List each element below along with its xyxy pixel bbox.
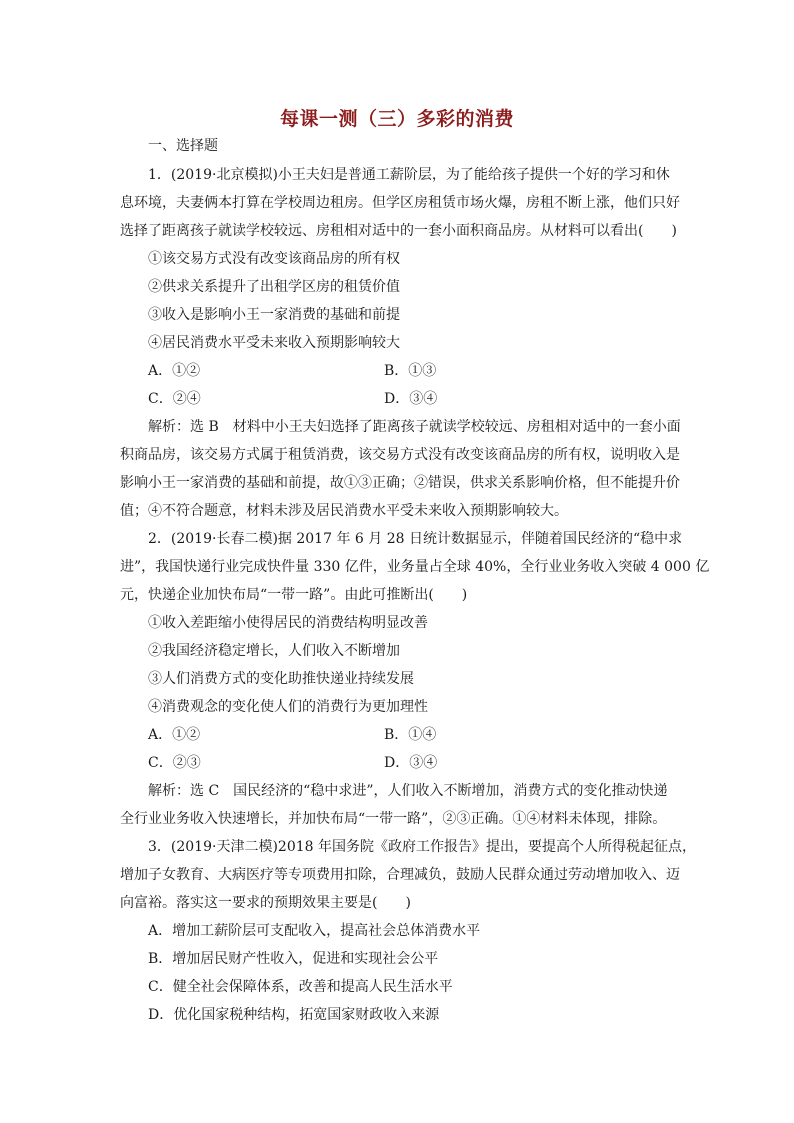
q2-option-a: A．①② [148,727,201,743]
q1-stem-line-1: 1．(2019·北京模拟)小王夫妇是普通工薪阶层，为了能给孩子提供一个好的学习和休 [148,167,670,183]
q2-analysis-line-2: 全行业业务收入快速增长，并加快布局“一带一路”，②③正确。①④材料未体现，排除。 [120,811,667,827]
q1-analysis-line-2: 积商品房，该交易方式属于租赁消费，该交易方式没有改变该商品房的所有权，说明收入是 [120,447,680,463]
q2-item-2: ②我国经济稳定增长，人们收入不断增加 [148,643,400,659]
q2-analysis-line-1: 解析：选 C 国民经济的“稳中求进”，人们收入不断增加，消费方式的变化推动快递 [148,783,668,799]
q1-option-c: C．②④ [148,391,201,407]
q2-option-d: D．③④ [384,755,438,771]
q2-stem-line-1: 2．(2019·长春二模)据 2017 年 6 月 28 日统计数据显示，伴随着国民经济的“稳中求 [148,531,683,547]
q2-item-3: ③人们消费方式的变化助推快递业持续发展 [148,671,414,687]
q3-stem-line-1: 3．(2019·天津二模)2018 年国务院《政府工作报告》提出，要提高个人所得税起征点， [148,839,696,855]
q1-option-a: A．①② [148,363,201,379]
q2-stem-line-3: 元，快递企业加快布局“一带一路”。由此可推断出( ) [120,587,468,603]
q1-item-1: ①该交易方式没有改变该商品房的所有权 [148,251,400,267]
q1-analysis-line-4: 值；④不符合题意，材料未涉及居民消费水平受未来收入预期影响较大。 [120,503,568,519]
q1-item-4: ④居民消费水平受未来收入预期影响较大 [148,335,400,351]
q1-stem-line-3: 选择了距离孩子就读学校较远、房租相对适中的一套小面积商品房。从材料可以看出( ) [120,223,677,239]
q1-analysis-line-3: 影响小王一家消费的基础和前提，故①③正确；②错误，供求关系影响价格，但不能提升价 [120,475,680,491]
q3-stem-line-3: 向富裕。落实这一要求的预期效果主要是( ) [120,895,411,911]
q2-stem-line-2: 进”，我国快递行业完成快件量 330 亿件，业务量占全球 40%，全行业业务收入突破 4 000 亿 [120,559,710,575]
q3-option-c: C．健全社会保障体系，改善和提高人民生活水平 [148,979,453,995]
section-heading: 一、选择题 [148,138,218,154]
q2-item-1: ①收入差距缩小使得居民的消费结构明显改善 [148,615,428,631]
q1-item-2: ②供求关系提升了出租学区房的租赁价值 [148,279,400,295]
q1-stem-line-2: 息环境，夫妻俩本打算在学校周边租房。但学区房租赁市场火爆，房租不断上涨，他们只好 [120,195,680,211]
q1-option-d: D．③④ [384,391,438,407]
q2-option-b: B．①④ [384,727,437,743]
q3-option-b: B．增加居民财产性收入，促进和实现社会公平 [148,951,439,967]
q3-option-a: A．增加工薪阶层可支配收入，提高社会总体消费水平 [148,923,481,939]
q2-item-4: ④消费观念的变化使人们的消费行为更加理性 [148,699,428,715]
q3-stem-line-2: 增加子女教育、大病医疗等专项费用扣除，合理减负，鼓励人民群众通过劳动增加收入、迈 [120,867,680,883]
page-title: 每课一测（三）多彩的消费 [279,108,514,130]
q1-item-3: ③收入是影响小王一家消费的基础和前提 [148,307,400,323]
q1-option-b: B．①③ [384,363,437,379]
q1-analysis-line-1: 解析：选 B 材料中小王夫妇选择了距离孩子就读学校较远、房租相对适中的一套小面 [148,419,681,435]
q3-option-d: D．优化国家税种结构，拓宽国家财政收入来源 [148,1007,440,1023]
q2-option-c: C．②③ [148,755,201,771]
